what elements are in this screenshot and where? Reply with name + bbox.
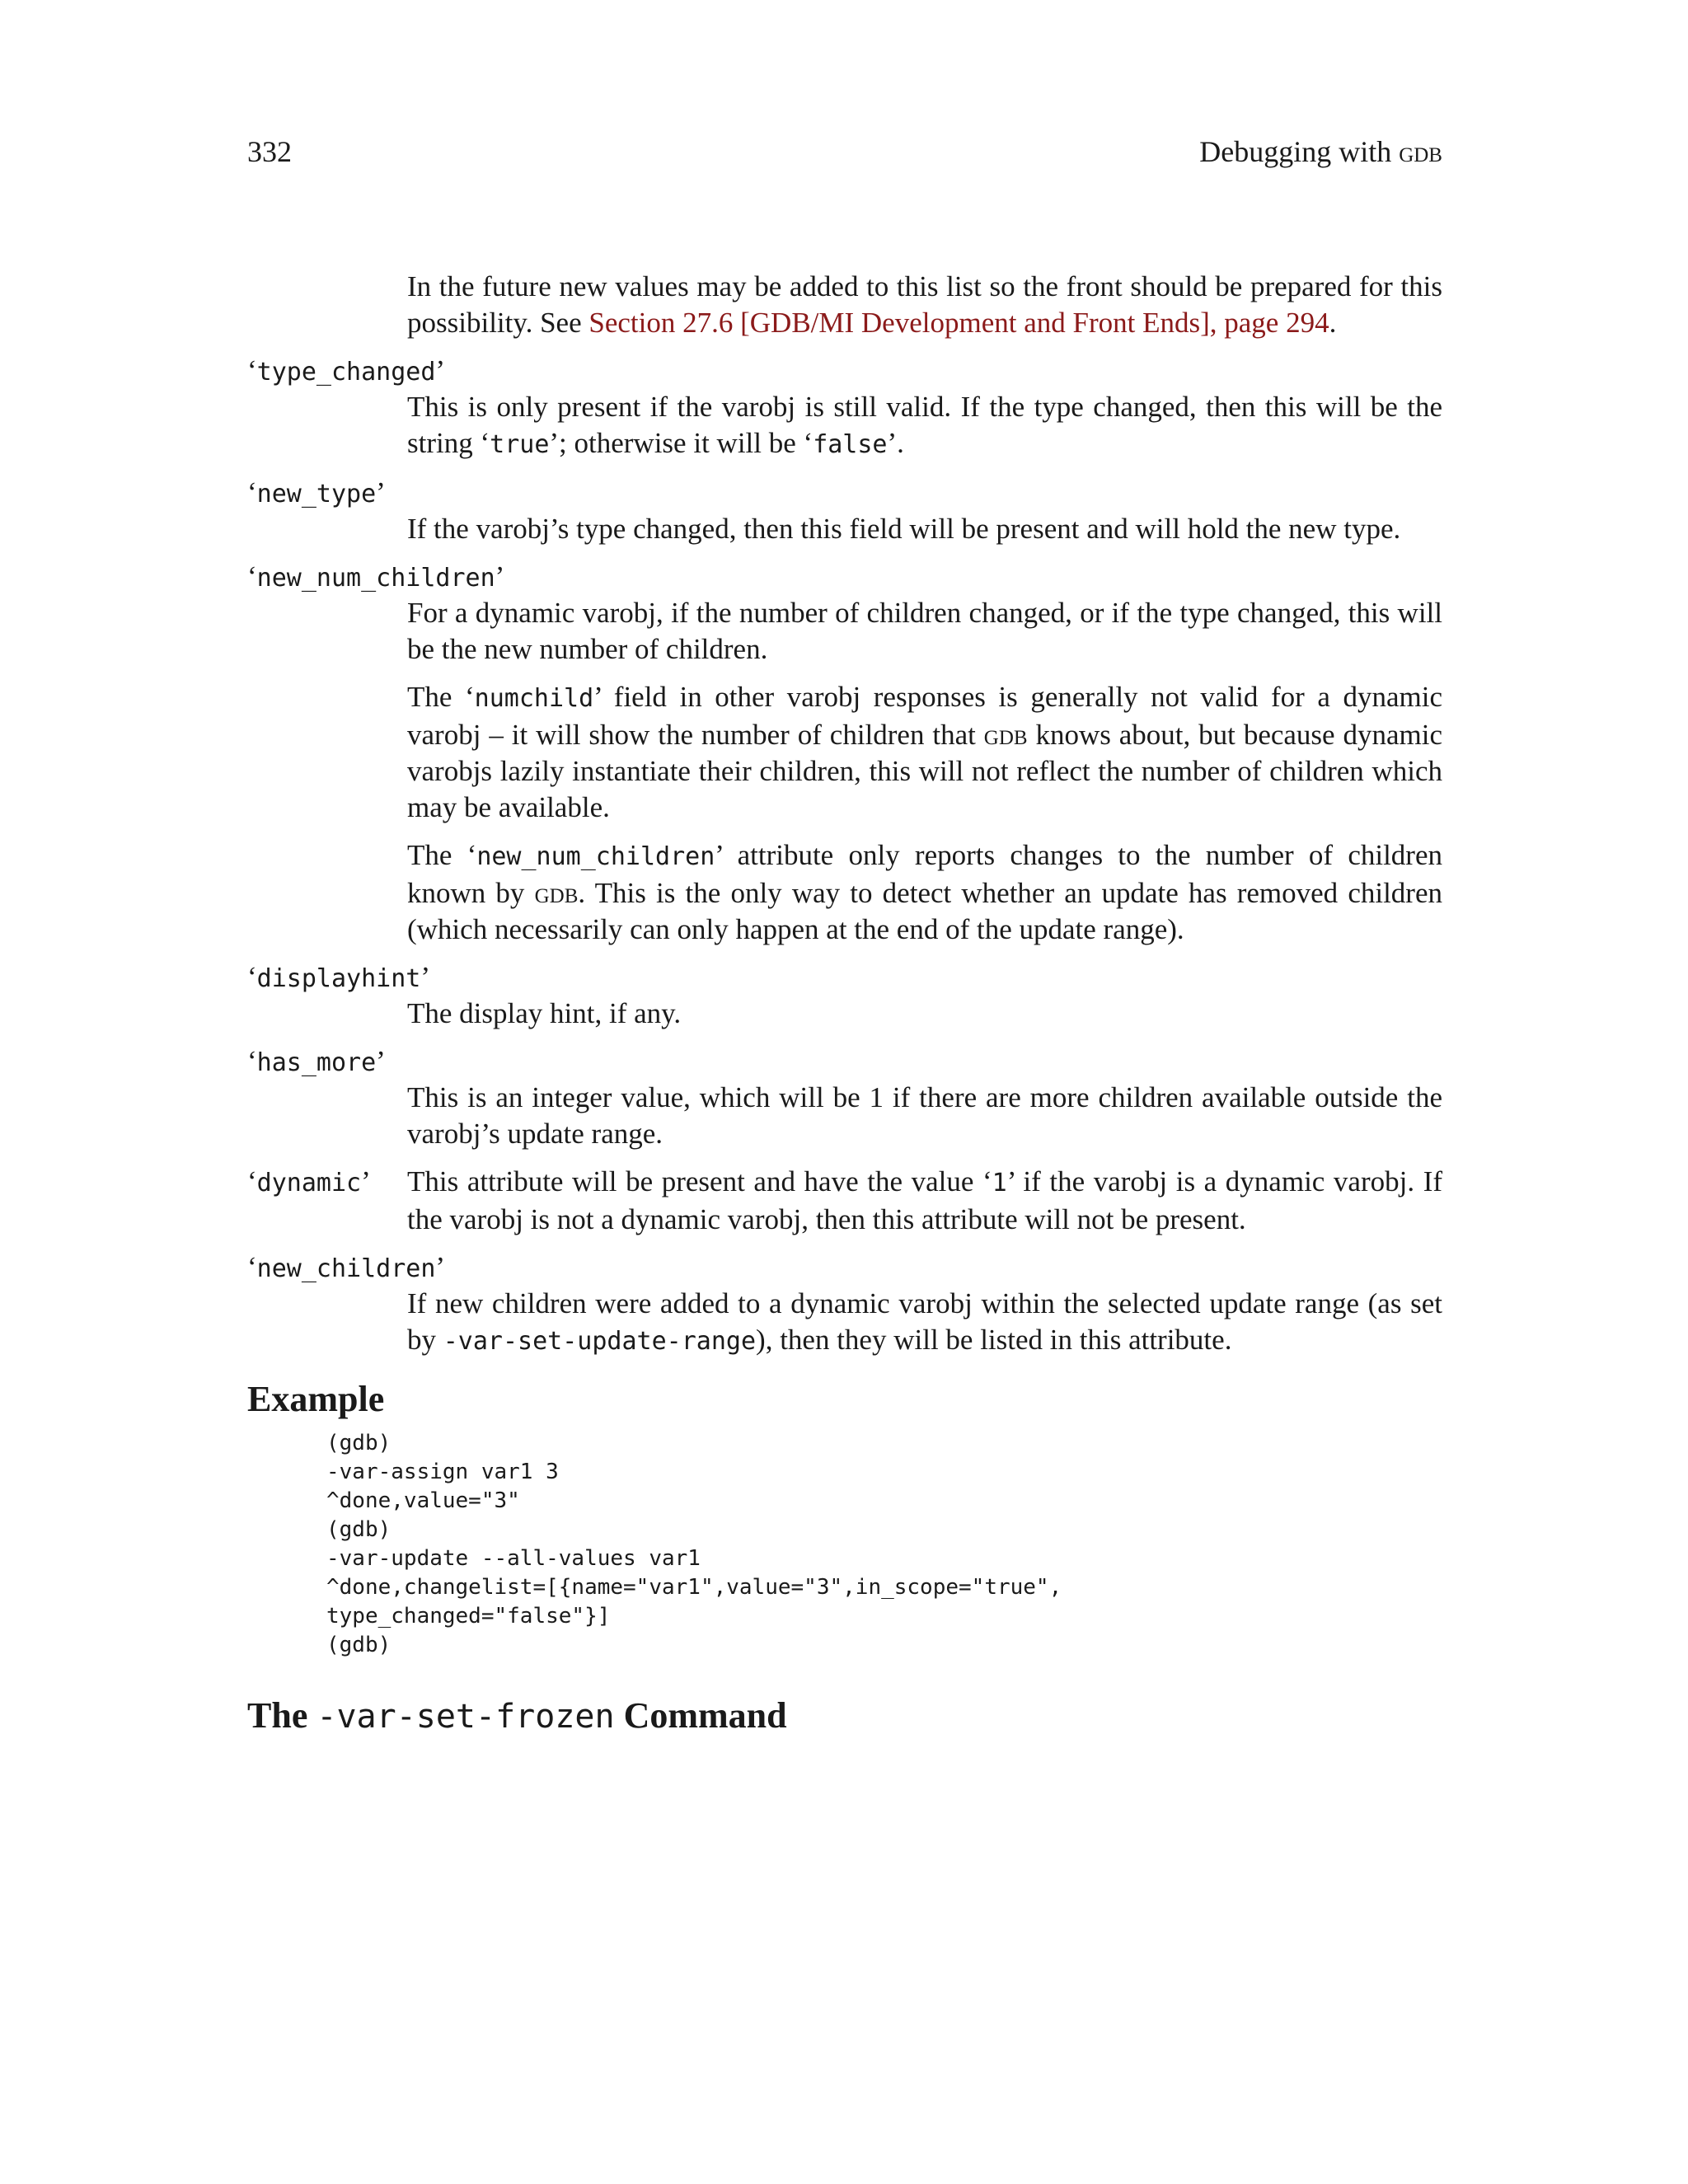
term-dynamic: ‘dynamic’ — [247, 1165, 371, 1197]
desc-displayhint: The display hint, if any. — [407, 997, 682, 1029]
entry-new-num-children — [247, 559, 1442, 948]
desc-new-type: If the varobj’s type changed, then this field will be present and will hold the new type. — [407, 513, 1401, 545]
term-displayhint: ‘displayhint’ — [247, 961, 430, 993]
desc-type-changed: This is only present if the varobj is still valid. If the type changed, then this will be the string ‘true’; otherwise it will be ‘false’. — [407, 391, 1442, 459]
term-new-type: ‘new_type’ — [247, 476, 386, 509]
desc-new-children: If new children were added to a dynamic varobj within the selected update range (as set by -var-set-update-range), then they will be listed in this attribute. — [407, 1287, 1442, 1356]
entry-displayhint — [247, 959, 1442, 1032]
intro-paragraph: In the future new values may be added to this list so the front should be prepared for this possibility. See Section 27.6 [GDB/MI Development and Front Ends], page 294. — [407, 270, 1442, 339]
term-type-changed: ‘type_changed’ — [247, 354, 446, 387]
entry-dynamic — [247, 1164, 1442, 1238]
section-heading: The -var-set-frozen Command — [247, 1695, 787, 1736]
example-code-block: (gdb) -var-assign var1 3 ^done,value="3" (gdb) -var-update --all-values var1 ^done,changelist=[{name="var1",value="3",in_scope="true", type_changed="false"}] (gdb) — [326, 1431, 1062, 1657]
example-heading: Example — [247, 1379, 385, 1419]
entry-type-changed — [247, 353, 1442, 463]
term-new-children: ‘new_children’ — [247, 1251, 446, 1283]
desc-new-num-children: For a dynamic varobj, if the number of children changed, or if the type changed, this will be the new number of children. The ‘numchild’ field in other varobj responses is generally not valid for a dynamic varobj – it will show the number of children that gdb knows about, but because dynamic varobjs lazily instantiate their children, this will not reflect the number of children which may be available. The ‘new_num_children’ attribute only reports changes to the number of children known by gdb. This is the only way to detect whether an update has removed children (which necessarily can only happen at the end of the update range). — [407, 597, 1442, 945]
term-new-num-children: ‘new_num_children’ — [247, 560, 505, 593]
running-header — [247, 132, 1442, 171]
page-number: 332 — [247, 135, 292, 168]
desc-has-more: This is an integer value, which will be 1 if there are more children available outside the varobj’s update range. — [407, 1081, 1442, 1150]
cross-reference-link[interactable]: Section 27.6 [GDB/MI Development and Front Ends], page 294 — [588, 307, 1329, 339]
book-title: Debugging with gdb — [1199, 135, 1442, 168]
entry-new-type — [247, 475, 1442, 547]
entry-has-more — [247, 1043, 1442, 1152]
desc-dynamic: This attribute will be present and have the value ‘1’ if the varobj is a dynamic varobj. If the varobj is not a dynamic varobj, then this attribute will not be present. — [407, 1165, 1443, 1235]
entry-new-children — [247, 1249, 1442, 1360]
body-text — [247, 269, 1442, 1740]
term-has-more: ‘has_more’ — [247, 1045, 386, 1077]
